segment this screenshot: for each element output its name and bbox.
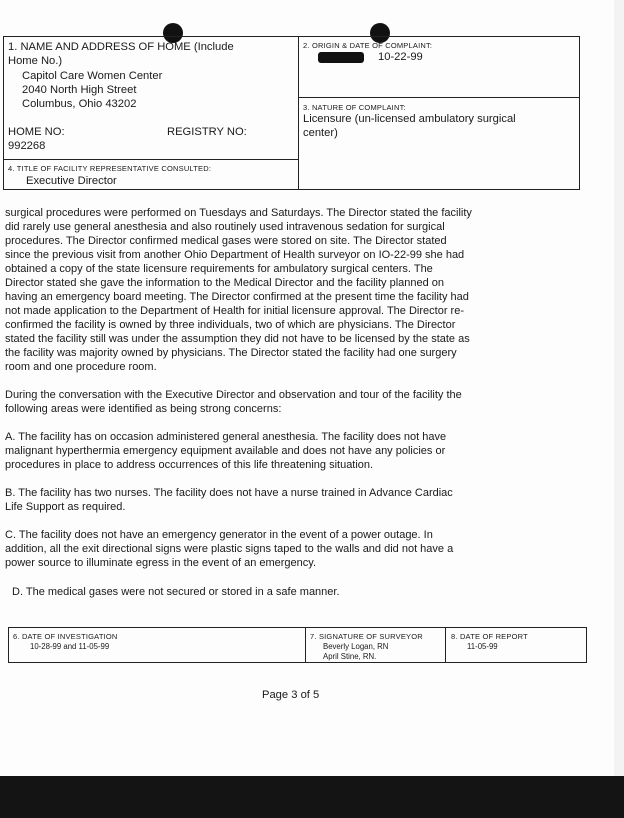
page-edge: [614, 0, 624, 776]
concern-c: [5, 528, 585, 570]
home-no-label: HOME NO:: [8, 126, 65, 138]
text-line: following areas were identified as being strong concerns:: [5, 403, 282, 415]
text-line: procedures in place to address occurrences of this life threatening situation.: [5, 459, 374, 471]
text-line: procedures. The Director confirmed medical gases were stored on site. The Director stated: [5, 235, 447, 247]
home-no-value: 992268: [8, 140, 46, 152]
text-line: stated the facility still was under the assumption they did not have to be licensed by the state as: [5, 333, 470, 345]
text-line: During the conversation with the Executive Director and observation and tour of the facility the: [5, 389, 462, 401]
scan-bottom-bar: [0, 776, 624, 818]
representative-title: Executive Director: [26, 175, 117, 187]
box2-label: 2. ORIGIN & DATE OF COMPLAINT:: [303, 41, 433, 50]
concern-a: [5, 430, 585, 472]
box7-label: 7. SIGNATURE OF SURVEYOR: [310, 632, 423, 641]
page-number: Page 3 of 5: [262, 689, 320, 701]
box8-label: 8. DATE OF REPORT: [451, 632, 528, 641]
text-line: surgical procedures were performed on Tuesdays and Saturdays. The Director stated the facility: [5, 207, 472, 219]
paragraph-concerns-intro: [5, 388, 585, 416]
text-line: did rarely use general anesthesia and also routinely used intravenous sedation for surgical: [5, 221, 445, 233]
box6-label: 6. DATE OF INVESTIGATION: [13, 632, 118, 641]
text-line: having an emergency board meeting. The Director confirmed at the present time the facility had: [5, 291, 469, 303]
concern-d: [12, 585, 592, 599]
text-line: since the previous visit from another Ohio Department of Health surveyor on IO-22-99 she had: [5, 249, 465, 261]
text-line: obtained a copy of the state licensure requirements for ambulatory surgical centers. The: [5, 263, 433, 275]
text-line: addition, all the exit directional signs were plastic signs taped to the walls and did not have a: [5, 543, 454, 555]
nature-line-2: center): [303, 127, 338, 139]
text-line: room and one procedure room.: [5, 361, 157, 373]
box1-title-cont: Home No.): [8, 55, 63, 67]
home-city: Columbus, Ohio 43202: [22, 98, 137, 110]
text-line: B. The facility has two nurses. The facility does not have a nurse trained in Advance Cardiac: [5, 487, 453, 499]
registry-no-label: REGISTRY NO:: [167, 126, 247, 138]
concern-b: [5, 486, 585, 514]
report-date: 11-05-99: [467, 642, 498, 651]
text-line: not made application to the Department of Health for initial licensure approval. The Director re-: [5, 305, 464, 317]
text-line: confirmed the facility is owned by three individuals, two of which are physicians. The Director: [5, 319, 456, 331]
text-line: Director stated she gave the information to the Medical Director and the facility planned on: [5, 277, 445, 289]
text-line: A. The facility has on occasion administered general anesthesia. The facility does not have: [5, 431, 447, 443]
box1-title: 1. NAME AND ADDRESS OF HOME (Include: [8, 41, 234, 53]
home-name: Capitol Care Women Center: [22, 70, 163, 82]
surveyor-name-2: April Stine, RN.: [323, 652, 377, 661]
text-line: Life Support as required.: [5, 501, 126, 513]
paragraph-director-statements: [5, 206, 585, 374]
text-line: C. The facility does not have an emergency generator in the event of a power outage. In: [5, 529, 433, 541]
nature-line-1: Licensure (un-licensed ambulatory surgical: [303, 113, 516, 125]
text-line: the facility was majority owned by physicians. The Director stated the facility had one surgery: [5, 347, 457, 359]
surveyor-name-1: Beverly Logan, RN: [323, 642, 389, 651]
text-line: malignant hyperthermia emergency equipment available and does not have any policies or: [5, 445, 446, 457]
text-line: D. The medical gases were not secured or stored in a safe manner.: [12, 586, 340, 598]
complaint-date: 10-22-99: [378, 51, 423, 63]
text-line: power source to illuminate egress in the event of an emergency.: [5, 557, 317, 569]
box4-label: 4. TITLE OF FACILITY REPRESENTATIVE CONSULTED:: [8, 164, 212, 173]
redaction-mark: [318, 52, 364, 63]
investigation-dates: 10-28-99 and 11-05-99: [30, 642, 110, 651]
box3-label: 3. NATURE OF COMPLAINT:: [303, 103, 406, 112]
home-street: 2040 North High Street: [22, 84, 137, 96]
